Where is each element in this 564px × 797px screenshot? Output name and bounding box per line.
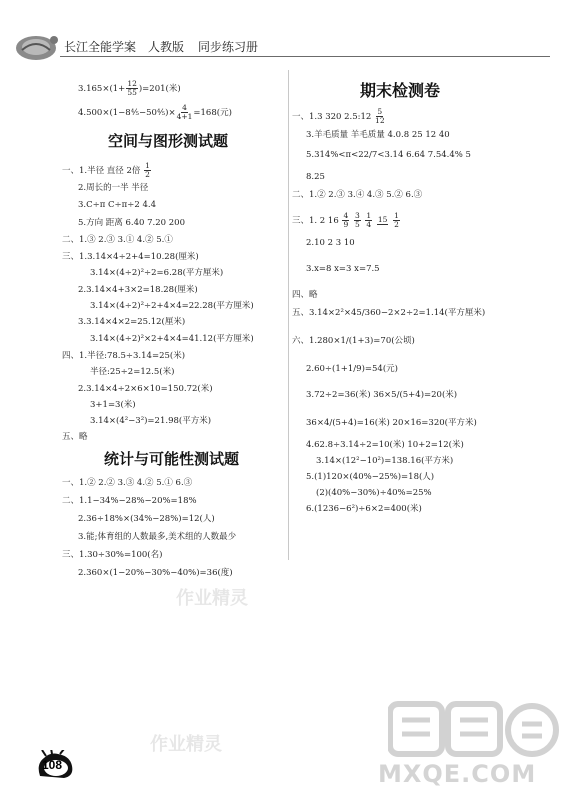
book-logo-icon	[14, 30, 62, 64]
answer-line: 五、3.14×2²×45/360−2×2÷2=1.14(平方厘米)	[292, 308, 486, 318]
answer-line: 6.(1236−6²)÷6×2=400(米)	[306, 504, 422, 514]
answer-line: (2)(40%−30%)÷40%=25%	[316, 488, 432, 498]
answer-line: 2.3.14×4+3×2=18.28(厘米)	[78, 285, 198, 295]
answer-line: 2.36÷18%×(34%−28%)=12(人)	[78, 514, 215, 524]
watermark-url: MXQE.COM	[378, 760, 537, 788]
answer-line: 三、1. 2 16 $\frac{4}{9}$ $\frac{3}{5}$ $\frac{1}{4}$ 15 $\frac{1}{2}$	[292, 211, 399, 229]
answer-line: 二、1.② 2.③ 3.④ 4.③ 5.② 6.③	[292, 190, 423, 200]
answer-line: 2.360×(1−20%−30%−40%)=36(度)	[78, 568, 233, 578]
answer-line: 3.x=8 x=3 x=7.5	[306, 264, 380, 274]
answer-line: 五、略	[62, 432, 88, 442]
answer-line: 一、1.半径 直径 2倍 $\frac{1}{2}$	[62, 161, 150, 179]
answer-line: 4.500×(1−8⅘−50⅘)× $\frac{4}{4+1}$ =168(元)	[78, 103, 232, 121]
answer-line: 三、1.3.14×4÷2+4=10.28(厘米)	[62, 252, 199, 262]
section-title-statistics: 统计与可能性测试题	[104, 450, 240, 468]
answer-line: 3.72÷2=36(米) 36×5/(5+4)=20(米)	[306, 390, 458, 400]
series-title: 长江全能学案	[64, 40, 137, 54]
answer-line: 5.(1)120×(40%−25%)=18(人)	[306, 472, 435, 482]
book-subtitle: 同步练习册	[198, 40, 259, 54]
answer-line: 3.能;体育组的人数最多,美术组的人数最少	[78, 532, 237, 542]
page-number: 108	[42, 758, 63, 772]
answer-line: 一、1.② 2.② 3.③ 4.② 5.① 6.③	[62, 478, 193, 488]
answer-line: 四、1.半径:78.5÷3.14=25(米)	[62, 351, 186, 361]
answer-line: 2.周长的一半 半径	[78, 183, 149, 193]
answer-line: 六、1.280×1/(1+3)=70(公顷)	[292, 336, 415, 346]
answer-line: 3.14×(4²−3²)=21.98(平方米)	[90, 416, 212, 426]
edition-label: 人教版	[148, 40, 185, 54]
answer-line: 3.C÷π C÷π÷2 4.4	[78, 200, 156, 210]
answer-line: 3+1=3(米)	[90, 400, 136, 410]
answer-line: 2.10 2 3 10	[306, 238, 355, 248]
answer-line: 3.羊毛质量 羊毛质量 4.0.8 25 12 40	[306, 130, 450, 140]
answer-line: 一、1.3 320 2.5:12 $\frac{5}{12}$	[292, 107, 385, 125]
answer-line: 2.60÷(1+1/9)=54(元)	[306, 364, 398, 374]
faded-stamp: 作业精灵	[150, 734, 222, 755]
answer-line: 5.方向 距离 6.40 7.20 200	[78, 218, 185, 228]
answer-line: 2.3.14×4÷2×6×10=150.72(米)	[78, 384, 213, 394]
answer-line: 半径:25÷2=12.5(米)	[90, 367, 175, 377]
answer-line: 4.62.8÷3.14÷2=10(米) 10+2=12(米)	[306, 440, 464, 450]
section-title-final-exam: 期末检测卷	[360, 81, 441, 100]
column-divider	[288, 70, 289, 560]
answer-line: 四、略	[292, 290, 318, 300]
answer-line: 36×4/(5+4)=16(米) 20×16=320(平方米)	[306, 418, 477, 428]
answer-line: 三、1.30÷30%=100(名)	[62, 550, 163, 560]
section-title-geometry: 空间与图形测试题	[108, 132, 229, 150]
faded-stamp: 作业精灵	[176, 588, 248, 609]
answer-line: 8.25	[306, 172, 325, 182]
answer-line: 5.314%<π<22/7<3.14 6.64 7.54.4% 5	[306, 150, 471, 160]
answer-line: 3.14×(4÷2)²÷2+4×4=22.28(平方厘米)	[90, 301, 254, 311]
answer-line: 3.14×(12²−10²)=138.16(平方米)	[316, 456, 454, 466]
answer-line: 二、1.1−34%−28%−20%=18%	[62, 496, 197, 506]
watermark-logo-icon	[388, 698, 560, 760]
header-rule	[60, 56, 550, 57]
answer-line: 二、1.③ 2.③ 3.① 4.② 5.①	[62, 235, 173, 245]
answer-line: 3.165×(1+ $\frac{12}{55}$ )=201(米)	[78, 79, 181, 97]
answer-line: 3.14×(4÷2)²×2+4×4=41.12(平方厘米)	[90, 334, 254, 344]
answer-line: 3.14×(4÷2)²÷2=6.28(平方厘米)	[90, 268, 224, 278]
answer-line: 3.3.14×4×2=25.12(厘米)	[78, 317, 186, 327]
